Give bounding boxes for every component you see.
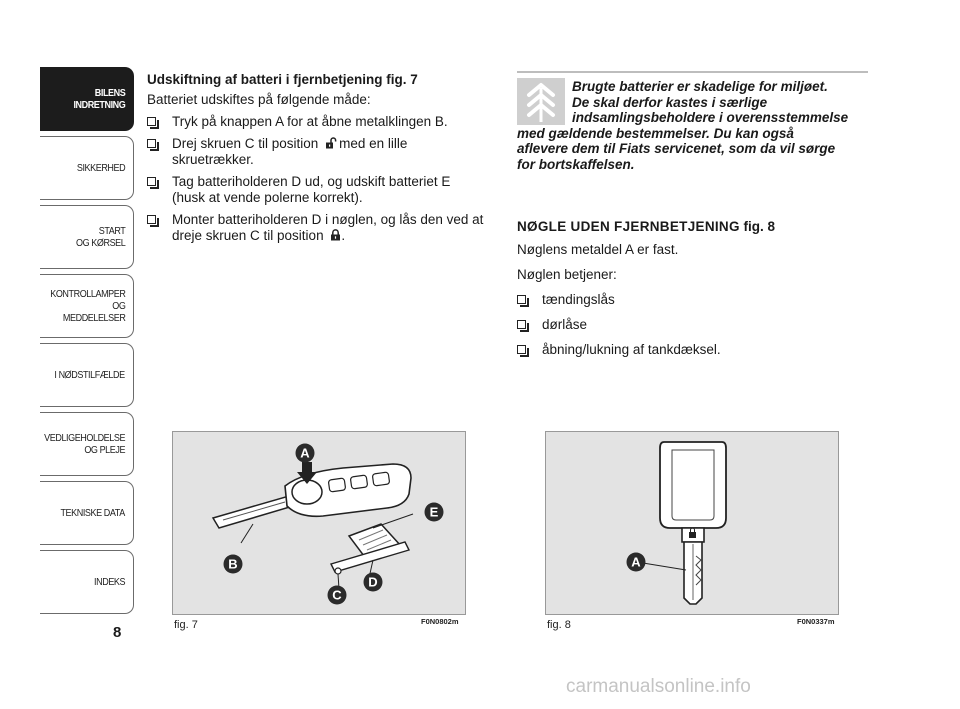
tab-vedligeholdelse[interactable] <box>40 412 134 476</box>
tab-indeks[interactable] <box>40 550 134 614</box>
callout-c-icon <box>327 585 347 605</box>
key-text: Nøglens metaldel A er fast. <box>517 242 679 257</box>
list-item: Tag batteriholderen D ud, og udskift batteriet E (husk at vende polerne korrekt). <box>147 174 497 206</box>
svg-text:E: E <box>429 504 439 520</box>
callout-a-icon <box>295 443 315 463</box>
remote-key-illustration <box>173 432 465 614</box>
tab-kontrollamper[interactable] <box>40 274 134 338</box>
checkbox-bullet-icon <box>147 215 156 224</box>
section-heading: Udskiftning af batteri i fjernbetjening fig. 7 <box>147 72 418 87</box>
figure-8-caption: fig. 8 <box>547 619 571 631</box>
checkbox-bullet-icon <box>517 320 526 329</box>
uses-list <box>517 292 872 358</box>
callout-d-icon <box>363 572 383 592</box>
section-heading: NØGLE UDEN FJERNBETJENING fig. 8 <box>517 219 776 234</box>
svg-text:A: A <box>631 554 641 570</box>
checkbox-bullet-icon <box>147 177 156 186</box>
tab-label: BILENS INDRETNING <box>73 87 125 111</box>
list-item: dørlåse <box>517 317 872 333</box>
warning-rule <box>517 71 868 73</box>
key-without-remote-section <box>517 219 872 364</box>
tab-label: INDEKS <box>93 576 125 588</box>
figure-7 <box>172 431 466 615</box>
battery-section <box>147 72 497 250</box>
callout-b-icon <box>223 554 243 574</box>
tab-label: VEDLIGEHOLDELSE OG PLEJE <box>44 432 125 456</box>
list-item: Tryk på knappen A for at åbne metalklingen B. <box>147 114 497 130</box>
checkbox-bullet-icon <box>517 295 526 304</box>
tab-label: KONTROLLAMPER OG MEDDELELSER <box>49 288 125 324</box>
tab-i-nodstilfaelde[interactable] <box>40 343 134 407</box>
page-number: 8 <box>113 624 122 641</box>
svg-text:A: A <box>300 445 310 461</box>
intro-text: Batteriet udskiftes på følgende måde: <box>147 92 371 107</box>
lock-icon <box>330 229 341 241</box>
list-item: Drej skruen C til position med en lille skruetrækker. <box>147 136 497 168</box>
unlock-icon <box>325 137 337 149</box>
svg-text:C: C <box>332 587 342 603</box>
tab-tekniske-data[interactable] <box>40 481 134 545</box>
checkbox-bullet-icon <box>147 139 156 148</box>
figure-8 <box>545 431 839 615</box>
steps-list <box>147 114 497 244</box>
list-item: tændingslås <box>517 292 872 308</box>
watermark: carmanualsonline.info <box>566 676 751 697</box>
svg-text:B: B <box>228 556 238 572</box>
figure-7-caption: fig. 7 <box>174 619 198 631</box>
list-item: Monter batteriholderen D i nøglen, og lås den ved at dreje skruen C til position . <box>147 212 497 244</box>
tab-bilens-indretning[interactable] <box>40 67 134 131</box>
tab-label: I NØDSTILFÆLDE <box>54 369 125 381</box>
key-illustration <box>546 432 838 614</box>
tab-label: TEKNISKE DATA <box>60 507 125 519</box>
tab-start-og-korsel[interactable] <box>40 205 134 269</box>
figure-7-code: F0N0802m <box>421 617 459 626</box>
checkbox-bullet-icon <box>147 117 156 126</box>
key-text: Nøglen betjener: <box>517 267 617 282</box>
figure-8-code: F0N0337m <box>797 617 835 626</box>
warning-text: Brugte batterier er skadelige for miljøet. De skal derfor kastes i særlige indsamlingsbeholdere i overensstemmelse med gældende bestemmelser. Du kan også aflevere dem til Fiats servicenet, som da vil sørge for bortskaffelsen. <box>517 79 849 172</box>
list-item: åbning/lukning af tankdæksel. <box>517 342 872 358</box>
tab-sikkerhed[interactable] <box>40 136 134 200</box>
tab-label: START OG KØRSEL <box>75 225 125 249</box>
tab-label: SIKKERHED <box>76 162 125 174</box>
callout-e-icon <box>424 502 444 522</box>
checkbox-bullet-icon <box>517 345 526 354</box>
svg-text:D: D <box>368 574 378 590</box>
callout-a-icon <box>626 552 646 572</box>
